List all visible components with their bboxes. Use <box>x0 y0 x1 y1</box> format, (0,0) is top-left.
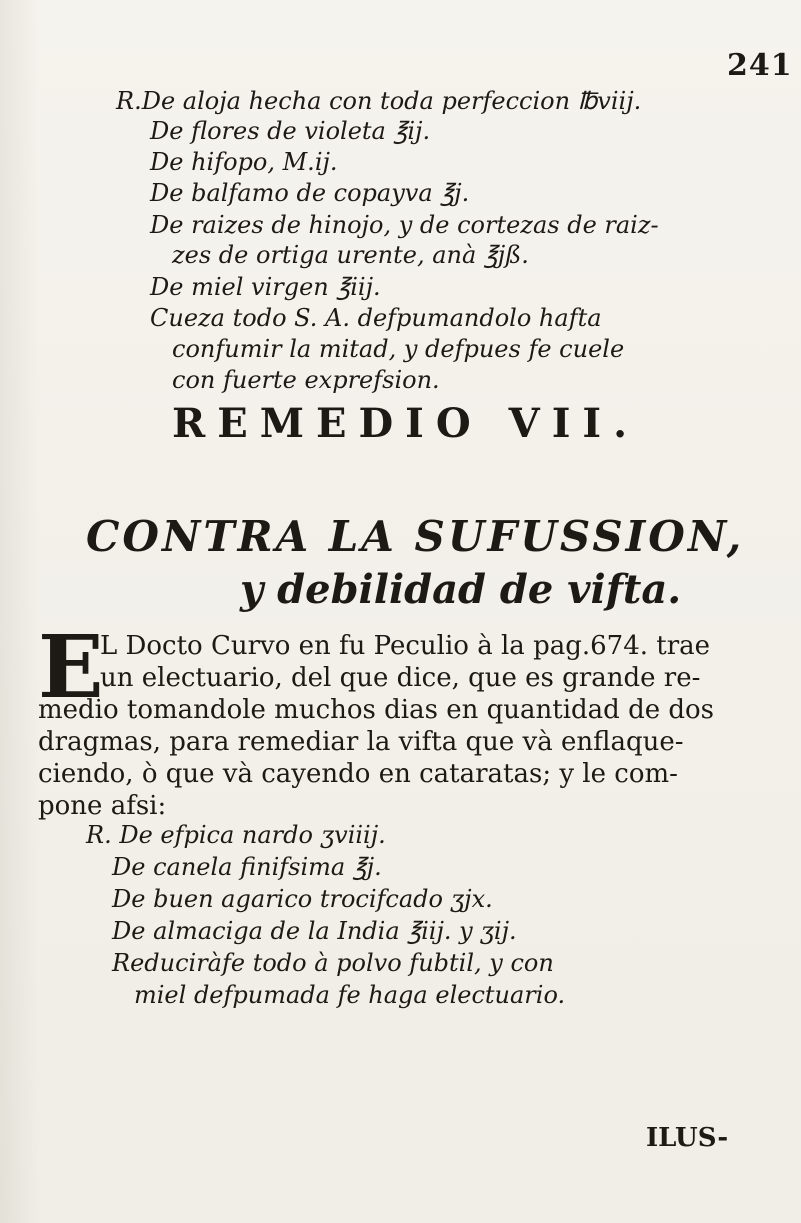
recipe-one-line: De hifopo, M.ij. <box>150 148 338 176</box>
recipe-two-line: miel defpumada fe haga electuario. <box>134 981 566 1009</box>
recipe-two-line: De almaciga de la India ℥iij. y ʒij. <box>112 917 517 945</box>
recipe-one-line: Cueza todo S. A. defpumandolo hafta <box>150 304 602 332</box>
remedy-subtitle-continued: y debilidad de vifta. <box>240 566 682 613</box>
recipe-one-line: con fuerte exprefsion. <box>172 366 440 394</box>
remedy-heading: REMEDIO VII. <box>172 400 640 447</box>
recipe-two-line: Reduciràfe todo à polvo fubtil, y con <box>112 949 554 977</box>
recipe-one-line: zes de ortiga urente, anà ℥jß. <box>172 241 529 269</box>
paragraph-line: un electuario, del que dice, que es grande re- <box>100 663 701 693</box>
recipe-one-line: R.De aloja hecha con toda perfeccion ℔viij. <box>116 87 642 115</box>
paragraph-line: pone afsi: <box>38 791 167 821</box>
recipe-two-line: De buen agarico trocifcado ʒjx. <box>112 885 493 913</box>
drop-cap: E <box>38 617 104 718</box>
remedy-subtitle: CONTRA LA SUFUSSION, <box>86 512 745 561</box>
paragraph-line: medio tomandole muchos dias en quantidad de dos <box>38 695 714 725</box>
recipe-one-line: De raizes de hinojo, y de cortezas de raiz- <box>150 211 659 239</box>
paragraph-line: ciendo, ò que và cayendo en cataratas; y le com- <box>38 759 678 789</box>
recipe-one-line: De miel virgen ℥iij. <box>150 273 381 301</box>
recipe-one-line: confumir la mitad, y defpues fe cuele <box>172 335 625 363</box>
recipe-two-line: R. De efpica nardo ʒviiij. <box>86 821 386 849</box>
paragraph-line: dragmas, para remediar la vifta que và enflaque- <box>38 727 684 757</box>
page-number: 241 <box>727 48 793 83</box>
catchword: ILUS- <box>646 1123 729 1153</box>
recipe-one-line: De balfamo de copayva ℥j. <box>150 179 470 207</box>
paragraph-line: L Docto Curvo en fu Peculio à la pag.674. trae <box>100 631 711 661</box>
recipe-one-line: De flores de violeta ℥ij. <box>150 117 431 145</box>
recipe-two-line: De canela finifsima ℥j. <box>112 853 382 881</box>
